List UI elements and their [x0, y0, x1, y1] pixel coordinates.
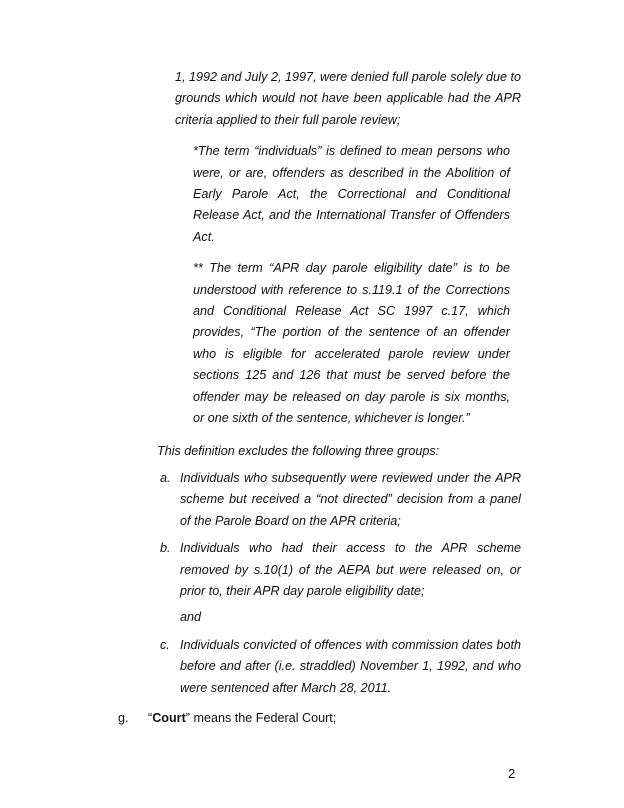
exclusion-item-b	[160, 538, 521, 602]
footnote-apr-date: ** The term “APR day parole eligibility date” is to be understood with reference to s.119.1 of the Corrections and Conditional Release Act SC 1997 c.17, which provides, “The portion of the sentence of an offender who is eligible for accelerated parole review under sections 125 and 126 that must be served before the offender may be released on day parole is six months, or one sixth of the sentence, whichever is longer.”	[193, 261, 510, 426]
footnote-individuals: *The term “individuals” is defined to mean persons who were, or are, offenders as described in the Abolition of Early Parole Act, the Correctional and Conditional Release Act, and the International Transfer of Offenders Act.	[193, 144, 510, 244]
list-item-text: Individuals convicted of offences with commission dates both before and after (i.e. straddled) November 1, 1992, and who were sentenced after March 28, 2011.	[180, 637, 521, 695]
list-marker: g.	[118, 710, 129, 725]
page-number: 2	[508, 766, 516, 782]
list-marker: b.	[160, 541, 171, 556]
list-marker: a.	[160, 470, 171, 485]
exclusion-intro: This definition excludes the following three groups:	[157, 443, 440, 458]
definition-court	[118, 708, 624, 729]
open-quote: “	[148, 710, 153, 725]
conjunction-and: and	[180, 610, 202, 625]
intro-paragraph: 1, 1992 and July 2, 1997, were denied full parole solely due to grounds which would not have been applicable had the APR criteria applied to their full parole review;	[175, 70, 521, 127]
close-quote: ”	[185, 710, 190, 725]
list-item-text: Individuals who had their access to the APR scheme removed by s.10(1) of the AEPA but were released on, or prior to, their APR day parole eligibility date;	[180, 541, 521, 598]
definition-text: means the Federal Court;	[189, 710, 337, 725]
exclusion-item-a	[160, 468, 521, 532]
list-item-text: Individuals who subsequently were reviewed under the APR scheme but received a “not directed” decision from a panel of the Parole Board on the APR criteria;	[180, 470, 521, 528]
defined-term: Court	[152, 710, 186, 725]
list-marker: c.	[160, 637, 170, 652]
exclusion-item-c	[160, 635, 521, 699]
